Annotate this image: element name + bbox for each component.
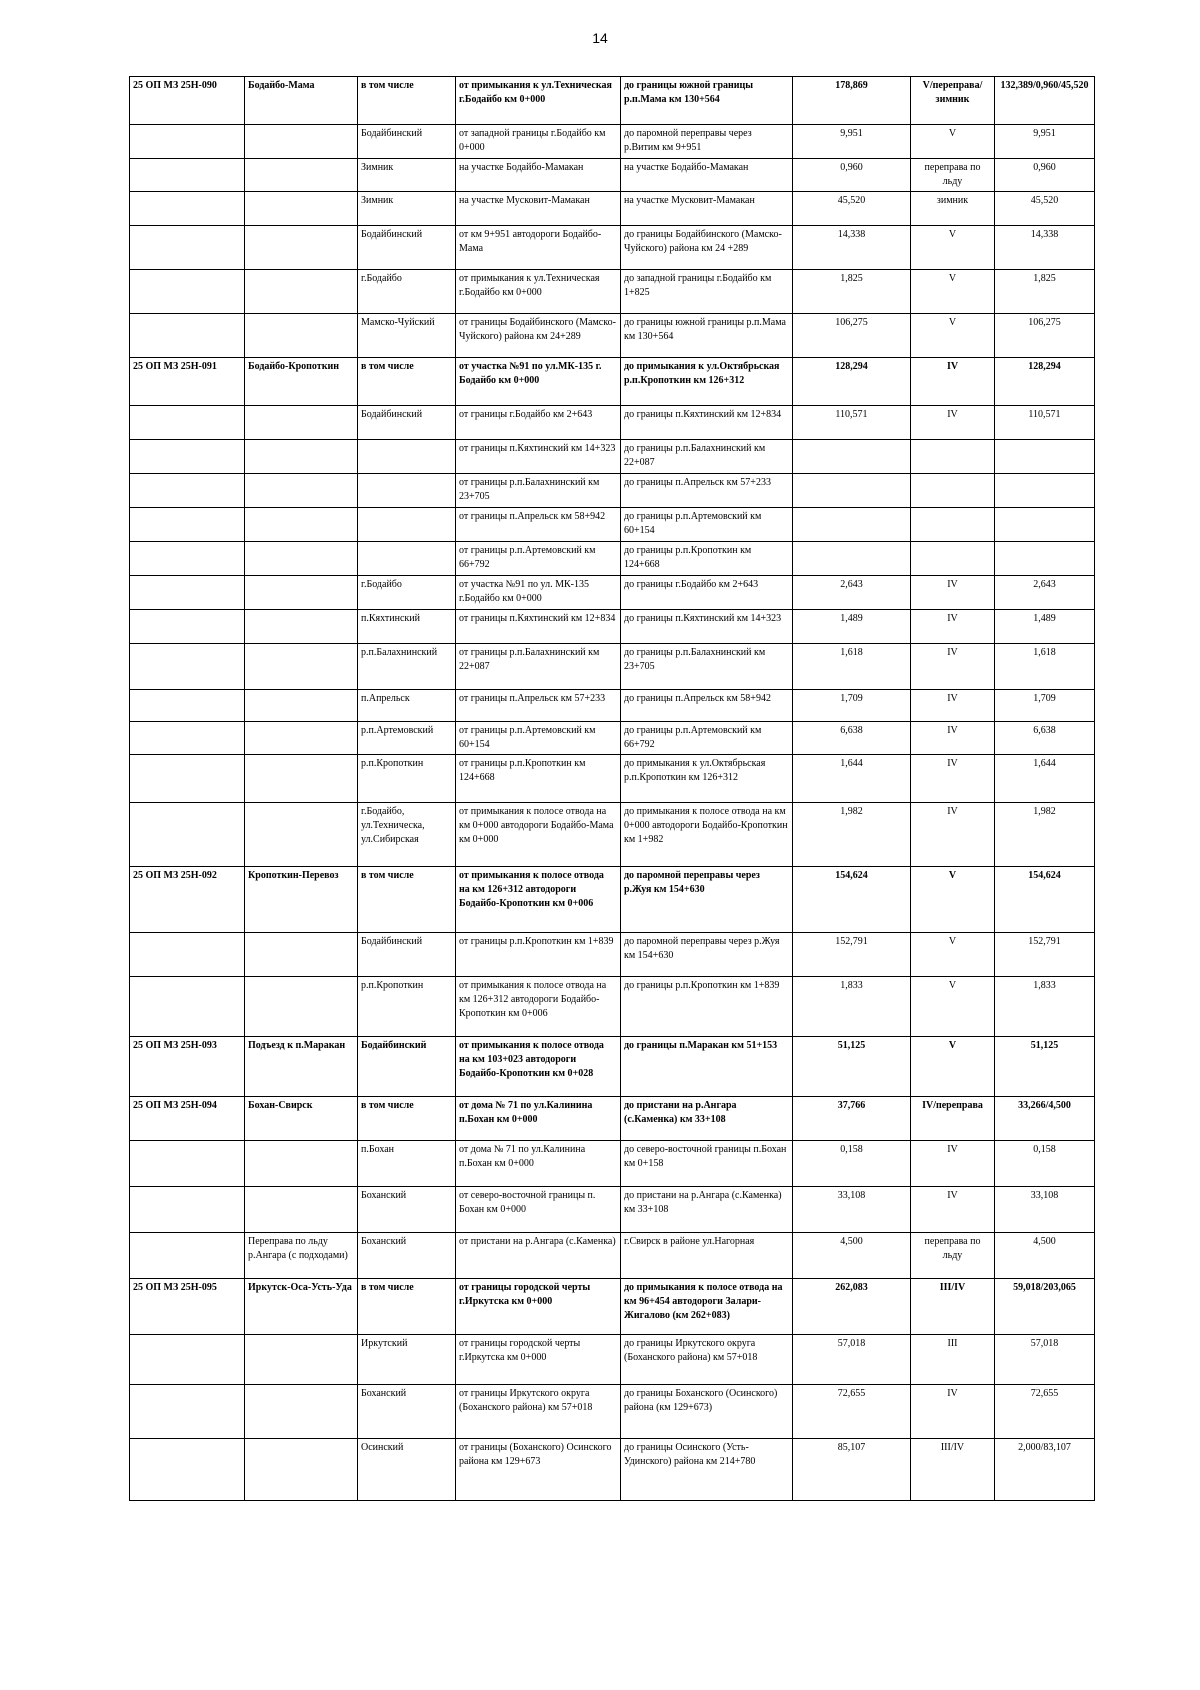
category-cell [911, 440, 995, 474]
road-id-cell: 25 ОП МЗ 25Н-093 [130, 1037, 245, 1097]
table-row [130, 722, 1095, 755]
from-cell: от границы п.Кяхтинский км 14+323 [456, 440, 621, 474]
category-length-cell: 57,018 [995, 1335, 1095, 1385]
category-cell: IV [911, 722, 995, 755]
road-name-cell: Переправа по льду р.Ангара (с подходами) [245, 1233, 358, 1279]
category-cell: V [911, 270, 995, 314]
length-cell: 6,638 [793, 722, 911, 755]
road-id-cell [130, 1141, 245, 1187]
district-cell: Зимник [358, 159, 456, 192]
road-id-cell: 25 ОП МЗ 25Н-091 [130, 358, 245, 406]
length-cell: 262,083 [793, 1279, 911, 1335]
road-name-cell [245, 270, 358, 314]
length-cell: 106,275 [793, 314, 911, 358]
table-row [130, 977, 1095, 1037]
category-length-cell: 152,791 [995, 933, 1095, 977]
category-length-cell: 110,571 [995, 406, 1095, 440]
from-cell: от участка №91 по ул.МК-135 г. Бодайбо км 0+000 [456, 358, 621, 406]
road-name-cell [245, 542, 358, 576]
district-cell: Бодайбинский [358, 125, 456, 159]
category-cell [911, 508, 995, 542]
category-length-cell [995, 474, 1095, 508]
road-name-cell [245, 722, 358, 755]
category-cell: IV [911, 644, 995, 690]
category-length-cell [995, 508, 1095, 542]
category-cell: зимник [911, 192, 995, 226]
road-name-cell: Бодайбо-Мама [245, 77, 358, 125]
length-cell: 9,951 [793, 125, 911, 159]
from-cell: от участка №91 по ул. МК-135 г.Бодайбо км 0+000 [456, 576, 621, 610]
category-length-cell: 6,638 [995, 722, 1095, 755]
category-length-cell: 128,294 [995, 358, 1095, 406]
table-row [130, 1097, 1095, 1141]
to-cell: до границы п.Апрельск км 58+942 [621, 690, 793, 722]
from-cell: от границы г.Бодайбо км 2+643 [456, 406, 621, 440]
road-name-cell [245, 690, 358, 722]
district-cell: Осинский [358, 1439, 456, 1501]
road-id-cell [130, 226, 245, 270]
district-cell: Боханский [358, 1233, 456, 1279]
table-row [130, 508, 1095, 542]
length-cell: 1,489 [793, 610, 911, 644]
district-cell: р.п.Артемовский [358, 722, 456, 755]
from-cell: от границы городской черты г.Иркутска км 0+000 [456, 1279, 621, 1335]
district-cell: в том числе [358, 1279, 456, 1335]
table-row [130, 1439, 1095, 1501]
from-cell: от дома № 71 по ул.Калинина п.Бохан км 0+000 [456, 1141, 621, 1187]
table-row [130, 755, 1095, 803]
road-id-cell [130, 125, 245, 159]
to-cell: до границы Осинского (Усть-Удинского) района км 214+780 [621, 1439, 793, 1501]
road-id-cell [130, 440, 245, 474]
to-cell: до паромной переправы через р.Витим км 9+951 [621, 125, 793, 159]
district-cell: р.п.Балахнинский [358, 644, 456, 690]
district-cell: Зимник [358, 192, 456, 226]
category-cell: V [911, 867, 995, 933]
from-cell: от дома № 71 по ул.Калинина п.Бохан км 0+000 [456, 1097, 621, 1141]
road-name-cell [245, 1187, 358, 1233]
category-length-cell: 1,825 [995, 270, 1095, 314]
district-cell [358, 440, 456, 474]
to-cell: до границы г.Бодайбо км 2+643 [621, 576, 793, 610]
table-row [130, 1279, 1095, 1335]
category-length-cell: 33,266/4,500 [995, 1097, 1095, 1141]
from-cell: от примыкания к полосе отвода на км 103+023 автодороги Бодайбо-Кропоткин км 0+028 [456, 1037, 621, 1097]
road-name-cell [245, 440, 358, 474]
road-name-cell [245, 1439, 358, 1501]
district-cell: п.Бохан [358, 1141, 456, 1187]
length-cell [793, 440, 911, 474]
roads-table [129, 76, 1095, 1501]
road-name-cell [245, 125, 358, 159]
road-id-cell [130, 933, 245, 977]
to-cell: до пристани на р.Ангара (с.Каменка) км 33+108 [621, 1097, 793, 1141]
to-cell: до границы южной границы р.п.Мама км 130+564 [621, 314, 793, 358]
category-length-cell: 154,624 [995, 867, 1095, 933]
road-name-cell [245, 755, 358, 803]
category-cell: переправа по льду [911, 159, 995, 192]
category-length-cell: 1,618 [995, 644, 1095, 690]
length-cell: 110,571 [793, 406, 911, 440]
from-cell: от границы р.п.Кропоткин км 124+668 [456, 755, 621, 803]
category-length-cell: 2,643 [995, 576, 1095, 610]
table-row [130, 270, 1095, 314]
to-cell: до паромной переправы через р.Жуя км 154+630 [621, 867, 793, 933]
category-length-cell: 2,000/83,107 [995, 1439, 1095, 1501]
from-cell: от границы р.п.Артемовский км 60+154 [456, 722, 621, 755]
road-name-cell: Бодайбо-Кропоткин [245, 358, 358, 406]
length-cell: 57,018 [793, 1335, 911, 1385]
page-number: 14 [592, 30, 608, 46]
district-cell: г.Бодайбо [358, 576, 456, 610]
road-name-cell [245, 314, 358, 358]
category-cell: IV [911, 803, 995, 867]
category-length-cell: 9,951 [995, 125, 1095, 159]
category-length-cell [995, 542, 1095, 576]
road-id-cell [130, 977, 245, 1037]
from-cell: от границы р.п.Кропоткин км 1+839 [456, 933, 621, 977]
road-id-cell [130, 314, 245, 358]
length-cell: 154,624 [793, 867, 911, 933]
length-cell: 51,125 [793, 1037, 911, 1097]
table-row [130, 440, 1095, 474]
from-cell: от границы р.п.Балахнинский км 23+705 [456, 474, 621, 508]
category-cell: переправа по льду [911, 1233, 995, 1279]
to-cell: до примыкания к ул.Октябрьская р.п.Кропоткин км 126+312 [621, 755, 793, 803]
district-cell: в том числе [358, 77, 456, 125]
length-cell: 1,825 [793, 270, 911, 314]
from-cell: от границы городской черты г.Иркутска км 0+000 [456, 1335, 621, 1385]
category-cell: III [911, 1335, 995, 1385]
table-row [130, 474, 1095, 508]
length-cell: 1,709 [793, 690, 911, 722]
road-name-cell [245, 933, 358, 977]
length-cell: 128,294 [793, 358, 911, 406]
from-cell: от северо-восточной границы п. Бохан км 0+000 [456, 1187, 621, 1233]
to-cell: до границы Боханского (Осинского) района (км 129+673) [621, 1385, 793, 1439]
road-id-cell [130, 159, 245, 192]
category-length-cell: 1,644 [995, 755, 1095, 803]
road-id-cell: 25 ОП МЗ 25Н-092 [130, 867, 245, 933]
to-cell: до границы р.п.Балахнинский км 23+705 [621, 644, 793, 690]
length-cell [793, 508, 911, 542]
category-cell: V [911, 977, 995, 1037]
district-cell: р.п.Кропоткин [358, 755, 456, 803]
district-cell: Бодайбинский [358, 1037, 456, 1097]
length-cell [793, 542, 911, 576]
to-cell: до границы п.Маракан км 51+153 [621, 1037, 793, 1097]
district-cell: п.Апрельск [358, 690, 456, 722]
to-cell: до границы Иркутского округа (Боханского района) км 57+018 [621, 1335, 793, 1385]
category-cell: V [911, 933, 995, 977]
to-cell: до примыкания к ул.Октябрьская р.п.Кропоткин км 126+312 [621, 358, 793, 406]
from-cell: на участке Мусковит-Мамакан [456, 192, 621, 226]
from-cell: от западной границы г.Бодайбо км 0+000 [456, 125, 621, 159]
from-cell: от примыкания к ул.Техническая г.Бодайбо км 0+000 [456, 77, 621, 125]
from-cell: от границы (Боханского) Осинского района км 129+673 [456, 1439, 621, 1501]
from-cell: от примыкания к полосе отвода на км 126+312 автодороги Бодайбо-Кропоткин км 0+006 [456, 977, 621, 1037]
road-name-cell [245, 576, 358, 610]
category-length-cell: 0,960 [995, 159, 1095, 192]
table-row [130, 690, 1095, 722]
district-cell [358, 474, 456, 508]
road-id-cell [130, 690, 245, 722]
length-cell: 0,960 [793, 159, 911, 192]
category-cell: III/IV [911, 1279, 995, 1335]
length-cell: 2,643 [793, 576, 911, 610]
from-cell: на участке Бодайбо-Мамакан [456, 159, 621, 192]
length-cell: 178,869 [793, 77, 911, 125]
category-cell: IV [911, 1385, 995, 1439]
district-cell: в том числе [358, 1097, 456, 1141]
district-cell: Бодайбинский [358, 933, 456, 977]
category-length-cell [995, 440, 1095, 474]
road-id-cell [130, 755, 245, 803]
to-cell: до границы южной границы р.п.Мама км 130+564 [621, 77, 793, 125]
category-cell: IV/переправа [911, 1097, 995, 1141]
from-cell: от границы Иркутского округа (Боханского района) км 57+018 [456, 1385, 621, 1439]
to-cell: до границы п.Апрельск км 57+233 [621, 474, 793, 508]
road-id-cell [130, 576, 245, 610]
length-cell [793, 474, 911, 508]
to-cell: до примыкания к полосе отвода на км 96+454 автодороги Залари-Жигалово (км 262+083) [621, 1279, 793, 1335]
from-cell: от км 9+951 автодороги Бодайбо-Мама [456, 226, 621, 270]
road-name-cell [245, 192, 358, 226]
road-name-cell [245, 508, 358, 542]
district-cell: в том числе [358, 867, 456, 933]
category-cell: V [911, 314, 995, 358]
district-cell: Мамско-Чуйский [358, 314, 456, 358]
district-cell: Бодайбинский [358, 406, 456, 440]
district-cell [358, 508, 456, 542]
to-cell: до границы р.п.Кропоткин км 1+839 [621, 977, 793, 1037]
road-id-cell: 25 ОП МЗ 25Н-095 [130, 1279, 245, 1335]
district-cell: Боханский [358, 1187, 456, 1233]
table-row [130, 542, 1095, 576]
from-cell: от пристани на р.Ангара (с.Каменка) [456, 1233, 621, 1279]
to-cell: на участке Мусковит-Мамакан [621, 192, 793, 226]
table-row [130, 644, 1095, 690]
length-cell: 4,500 [793, 1233, 911, 1279]
category-cell: V [911, 1037, 995, 1097]
road-name-cell [245, 1385, 358, 1439]
district-cell: г.Бодайбо [358, 270, 456, 314]
length-cell: 1,644 [793, 755, 911, 803]
from-cell: от границы р.п.Балахнинский км 22+087 [456, 644, 621, 690]
length-cell: 85,107 [793, 1439, 911, 1501]
to-cell: до границы п.Кяхтинский км 12+834 [621, 406, 793, 440]
category-cell [911, 474, 995, 508]
district-cell: Иркутский [358, 1335, 456, 1385]
to-cell: до границы р.п.Кропоткин км 124+668 [621, 542, 793, 576]
category-cell: IV [911, 576, 995, 610]
road-id-cell [130, 610, 245, 644]
from-cell: от границы п.Кяхтинский км 12+834 [456, 610, 621, 644]
district-cell: р.п.Кропоткин [358, 977, 456, 1037]
district-cell: в том числе [358, 358, 456, 406]
road-name-cell [245, 610, 358, 644]
to-cell: г.Свирск в районе ул.Нагорная [621, 1233, 793, 1279]
length-cell: 72,655 [793, 1385, 911, 1439]
to-cell: до границы р.п.Артемовский км 60+154 [621, 508, 793, 542]
table-row [130, 226, 1095, 270]
road-id-cell [130, 270, 245, 314]
road-id-cell [130, 508, 245, 542]
category-cell: V [911, 226, 995, 270]
table-row [130, 406, 1095, 440]
road-name-cell [245, 1335, 358, 1385]
road-id-cell [130, 474, 245, 508]
road-name-cell [245, 474, 358, 508]
category-cell: IV [911, 690, 995, 722]
category-cell: III/IV [911, 1439, 995, 1501]
table-row [130, 610, 1095, 644]
category-cell: IV [911, 406, 995, 440]
category-length-cell: 51,125 [995, 1037, 1095, 1097]
district-cell: Боханский [358, 1385, 456, 1439]
to-cell: на участке Бодайбо-Мамакан [621, 159, 793, 192]
table-row [130, 1037, 1095, 1097]
table-row [130, 159, 1095, 192]
category-length-cell: 45,520 [995, 192, 1095, 226]
district-cell: г.Бодайбо, ул.Техническа, ул.Сибирская [358, 803, 456, 867]
road-name-cell: Подъезд к п.Маракан [245, 1037, 358, 1097]
road-id-cell [130, 542, 245, 576]
category-length-cell: 14,338 [995, 226, 1095, 270]
district-cell: п.Кяхтинский [358, 610, 456, 644]
table-row [130, 803, 1095, 867]
to-cell: до примыкания к полосе отвода на км 0+000 автодороги Бодайбо-Кропоткин км 1+982 [621, 803, 793, 867]
to-cell: до границы р.п.Балахнинский км 22+087 [621, 440, 793, 474]
table-row [130, 1187, 1095, 1233]
category-cell: V [911, 125, 995, 159]
road-id-cell [130, 1385, 245, 1439]
district-cell: Бодайбинский [358, 226, 456, 270]
category-length-cell: 72,655 [995, 1385, 1095, 1439]
road-id-cell [130, 1187, 245, 1233]
length-cell: 1,833 [793, 977, 911, 1037]
road-id-cell [130, 644, 245, 690]
to-cell: до границы п.Кяхтинский км 14+323 [621, 610, 793, 644]
length-cell: 1,618 [793, 644, 911, 690]
category-length-cell: 33,108 [995, 1187, 1095, 1233]
length-cell: 37,766 [793, 1097, 911, 1141]
road-name-cell: Кропоткин-Перевоз [245, 867, 358, 933]
road-name-cell: Бохан-Свирск [245, 1097, 358, 1141]
road-name-cell [245, 406, 358, 440]
category-cell: V/переправа/зимник [911, 77, 995, 125]
category-length-cell: 132,389/0,960/45,520 [995, 77, 1095, 125]
road-id-cell: 25 ОП МЗ 25Н-094 [130, 1097, 245, 1141]
to-cell: до пристани на р.Ангара (с.Каменка) км 33+108 [621, 1187, 793, 1233]
length-cell: 14,338 [793, 226, 911, 270]
category-length-cell: 106,275 [995, 314, 1095, 358]
table-row [130, 358, 1095, 406]
category-cell: IV [911, 1141, 995, 1187]
road-id-cell [130, 803, 245, 867]
table-row [130, 125, 1095, 159]
from-cell: от границы р.п.Артемовский км 66+792 [456, 542, 621, 576]
category-length-cell: 0,158 [995, 1141, 1095, 1187]
from-cell: от примыкания к полосе отвода на км 126+312 автодороги Бодайбо-Кропоткин км 0+006 [456, 867, 621, 933]
road-id-cell [130, 722, 245, 755]
table-row [130, 1385, 1095, 1439]
district-cell [358, 542, 456, 576]
category-cell: IV [911, 610, 995, 644]
category-length-cell: 4,500 [995, 1233, 1095, 1279]
road-name-cell [245, 977, 358, 1037]
category-length-cell: 59,018/203,065 [995, 1279, 1095, 1335]
table-row [130, 576, 1095, 610]
table-row [130, 933, 1095, 977]
from-cell: от границы п.Апрельск км 58+942 [456, 508, 621, 542]
from-cell: от границы Бодайбинского (Мамско-Чуйского) района км 24+289 [456, 314, 621, 358]
table-row [130, 1141, 1095, 1187]
to-cell: до северо-восточной границы п.Бохан км 0+158 [621, 1141, 793, 1187]
to-cell: до границы Бодайбинского (Мамско-Чуйского) района км 24 +289 [621, 226, 793, 270]
road-id-cell [130, 406, 245, 440]
road-name-cell [245, 803, 358, 867]
table-row [130, 1335, 1095, 1385]
road-id-cell [130, 1233, 245, 1279]
category-length-cell: 1,833 [995, 977, 1095, 1037]
road-id-cell [130, 1439, 245, 1501]
from-cell: от примыкания к ул.Техническая г.Бодайбо км 0+000 [456, 270, 621, 314]
length-cell: 33,108 [793, 1187, 911, 1233]
road-name-cell [245, 159, 358, 192]
road-id-cell [130, 192, 245, 226]
to-cell: до западной границы г.Бодайбо км 1+825 [621, 270, 793, 314]
road-name-cell [245, 226, 358, 270]
category-cell: IV [911, 358, 995, 406]
category-cell: IV [911, 755, 995, 803]
table-row [130, 192, 1095, 226]
table-row [130, 1233, 1095, 1279]
category-cell [911, 542, 995, 576]
road-name-cell [245, 1141, 358, 1187]
road-id-cell [130, 1335, 245, 1385]
category-length-cell: 1,489 [995, 610, 1095, 644]
length-cell: 152,791 [793, 933, 911, 977]
table-row [130, 77, 1095, 125]
from-cell: от примыкания к полосе отвода на км 0+000 автодороги Бодайбо-Мама км 0+000 [456, 803, 621, 867]
category-length-cell: 1,709 [995, 690, 1095, 722]
category-cell: IV [911, 1187, 995, 1233]
road-name-cell: Иркутск-Оса-Усть-Уда [245, 1279, 358, 1335]
length-cell: 0,158 [793, 1141, 911, 1187]
length-cell: 45,520 [793, 192, 911, 226]
to-cell: до паромной переправы через р.Жуя км 154+630 [621, 933, 793, 977]
to-cell: до границы р.п.Артемовский км 66+792 [621, 722, 793, 755]
category-length-cell: 1,982 [995, 803, 1095, 867]
table-row [130, 867, 1095, 933]
road-id-cell: 25 ОП МЗ 25Н-090 [130, 77, 245, 125]
road-name-cell [245, 644, 358, 690]
length-cell: 1,982 [793, 803, 911, 867]
from-cell: от границы п.Апрельск км 57+233 [456, 690, 621, 722]
table-row [130, 314, 1095, 358]
